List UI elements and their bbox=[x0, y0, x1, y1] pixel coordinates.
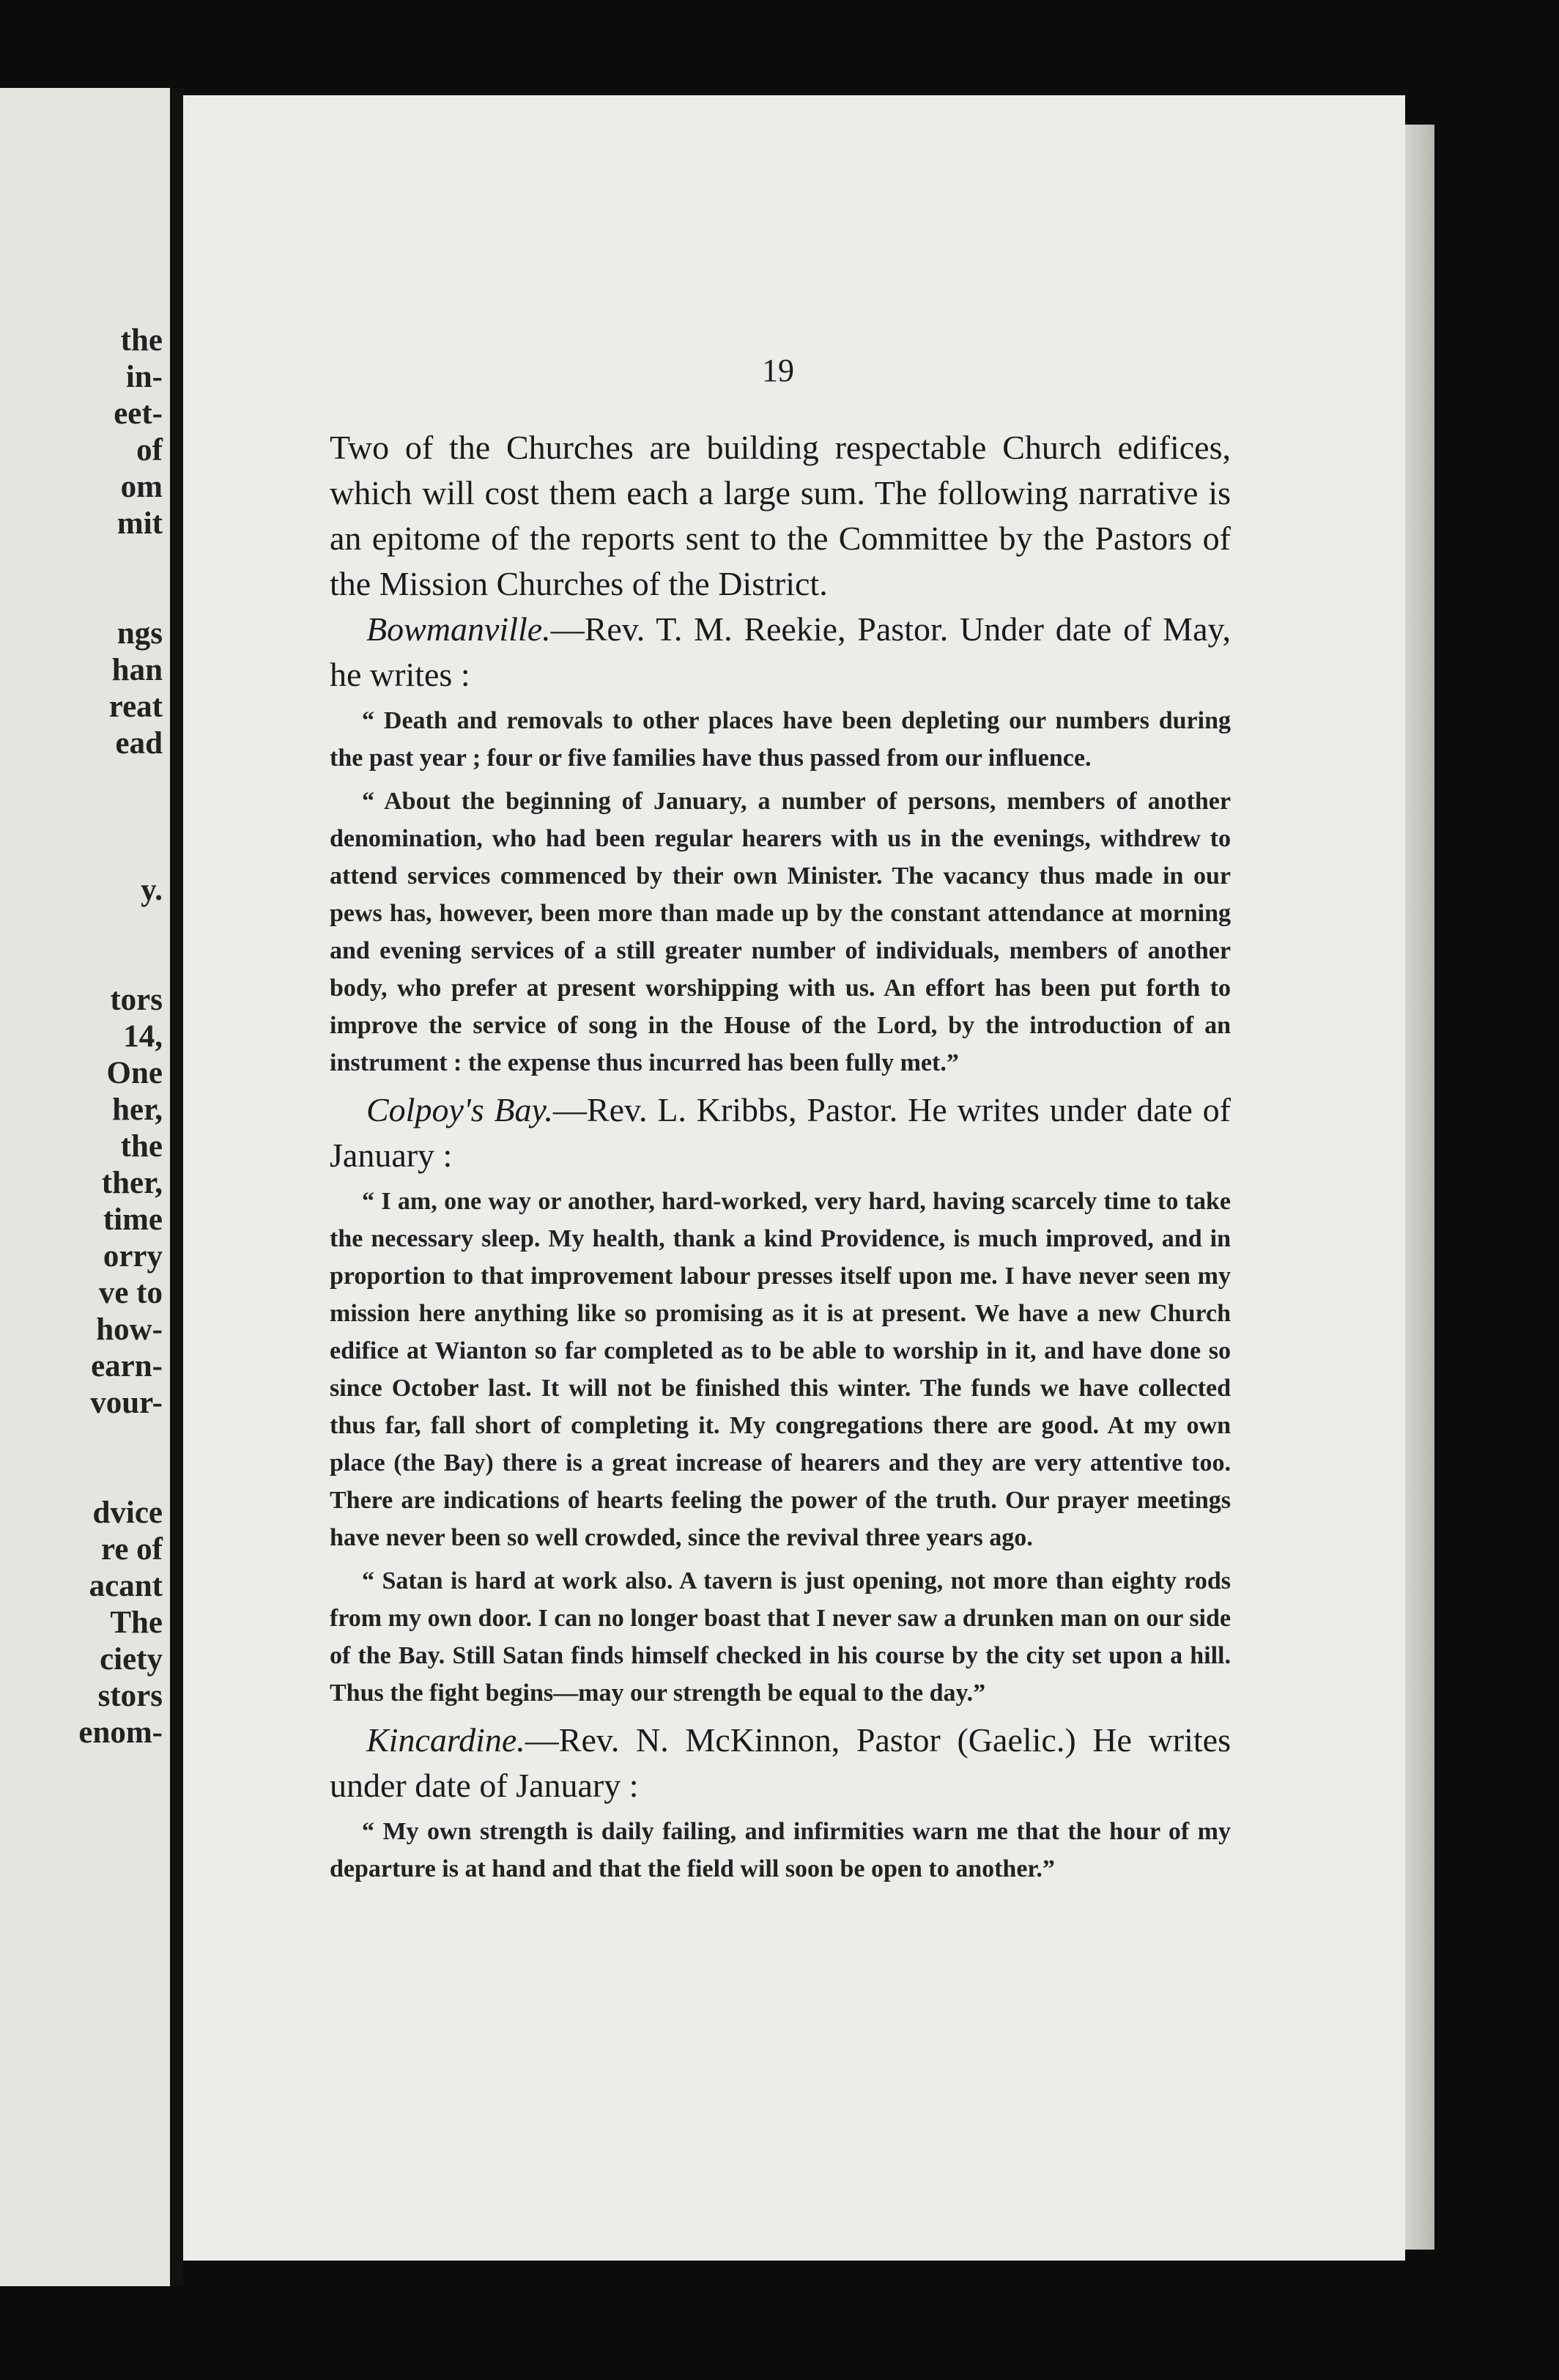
facing-page-fragment: her, bbox=[112, 1093, 163, 1127]
facing-page-fragment: om bbox=[120, 470, 163, 504]
facing-page-fragment: in- bbox=[125, 360, 163, 394]
place-name: Bowmanville. bbox=[366, 610, 551, 648]
facing-page-fragment: ther, bbox=[101, 1166, 163, 1200]
page-number: 19 bbox=[762, 352, 794, 388]
section-heading-text: —Rev. T. M. Reekie, Pastor. Under date of May, he writes : bbox=[330, 610, 1231, 693]
facing-page-fragment: The bbox=[110, 1605, 163, 1640]
facing-page-fragment: mit bbox=[116, 506, 163, 541]
facing-page-fragment: how- bbox=[96, 1312, 163, 1347]
place-name: Colpoy's Bay. bbox=[366, 1091, 553, 1128]
book-gutter bbox=[170, 88, 183, 2286]
facing-page-fragment: ve to bbox=[98, 1276, 163, 1310]
facing-page-fragment: ngs bbox=[116, 616, 163, 651]
facing-page-fragment: ciety bbox=[100, 1642, 163, 1677]
facing-page-fragment: the bbox=[120, 1129, 163, 1164]
place-name: Kincardine. bbox=[366, 1721, 525, 1759]
facing-page-fragment: time bbox=[103, 1202, 163, 1237]
section-heading-kincardine bbox=[330, 1718, 1231, 1808]
facing-page-fragment: eet- bbox=[114, 396, 163, 431]
quote-paragraph: “ About the beginning of January, a number of persons, members of another denomination, who had been regular hearers with us in the evenings, withdrew to attend services commenced by their own Minister. The vacancy thus made in our pews has, however, been more than made up by the constant attendance at morning and evening services of a still greater number of individuals, members of another body, who prefer at present worshipping with us. An effort has been put forth to improve the service of song in the House of the Lord, by the introduction of an instrument : the expense thus incurred has been fully met.” bbox=[330, 788, 1231, 1076]
intro-paragraph: Two of the Churches are building respectable Church edifices, which will cost them each a large sum. The following narrative is an epitome of the reports sent to the Committee by the Pastors of the Mission Churches of the District. bbox=[330, 429, 1231, 602]
quote-paragraph: “ I am, one way or another, hard-worked, very hard, having scarcely time to take the necessary sleep. My health, thank a kind Providence, is much improved, and in proportion to that improvement labour presses itself upon me. I have never seen my mission here anything like so promising as it is at present. We have a new Church edifice at Wianton so far completed as to be able to worship in it, and have done so since October last. It will not be finished this winter. The funds we have collected thus far, fall short of completing it. My congregations there are good. At my own place (the Bay) there is a great increase of hearers and they are very attentive too. There are indications of hearts feeling the power of the truth. Our prayer meetings have never been so well crowded, since the revival three years ago. bbox=[330, 1188, 1231, 1551]
facing-page-fragment: stors bbox=[97, 1679, 163, 1713]
facing-page-fragment: enom- bbox=[78, 1715, 163, 1750]
facing-page-fragment: vour- bbox=[90, 1386, 163, 1420]
quote-paragraph: “ Satan is hard at work also. A tavern is just opening, not more than eighty rods from my own door. I can no longer boast that I never saw a drunken man on our side of the Bay. Still Satan finds himself checked in his course by the city set upon a hill. Thus the fight begins—may our strength be equal to the day.” bbox=[330, 1567, 1231, 1707]
facing-page-fragment: ead bbox=[115, 726, 163, 761]
facing-page-fragment: dvice bbox=[92, 1496, 163, 1530]
facing-page bbox=[0, 88, 170, 2286]
facing-page-fragment: orry bbox=[103, 1239, 163, 1274]
facing-page-fragment: han bbox=[111, 653, 163, 687]
facing-page-fragment: acant bbox=[89, 1569, 163, 1603]
quote-paragraph: “ Death and removals to other places have been depleting our numbers during the past year ; four or five families have thus passed from our influence. bbox=[330, 707, 1231, 772]
quote-paragraph: “ My own strength is daily failing, and infirmities warn me that the hour of my departure is at hand and that the field will soon be open to another.” bbox=[330, 1818, 1231, 1882]
page-body bbox=[330, 425, 1231, 1893]
section-heading-colpoys-bay bbox=[330, 1087, 1231, 1178]
facing-page-fragment: 14, bbox=[123, 1019, 163, 1054]
section-heading-text: —Rev. L. Kribbs, Pastor. He writes under date of January : bbox=[330, 1091, 1231, 1174]
page-edge bbox=[1405, 125, 1434, 2250]
facing-page-fragment: re of bbox=[101, 1532, 163, 1567]
facing-page-fragment: One bbox=[106, 1056, 163, 1090]
facing-page-fragment: y. bbox=[141, 873, 163, 907]
facing-page-fragment: earn- bbox=[91, 1349, 163, 1383]
facing-page-fragment: reat bbox=[108, 690, 163, 724]
facing-page-fragment: of bbox=[136, 433, 163, 468]
section-heading-text: —Rev. N. McKinnon, Pastor (Gaelic.) He writes under date of January : bbox=[330, 1721, 1231, 1804]
facing-page-fragment: the bbox=[120, 323, 163, 358]
facing-page-fragment: tors bbox=[110, 983, 163, 1017]
section-heading-bowmanville bbox=[330, 607, 1231, 698]
